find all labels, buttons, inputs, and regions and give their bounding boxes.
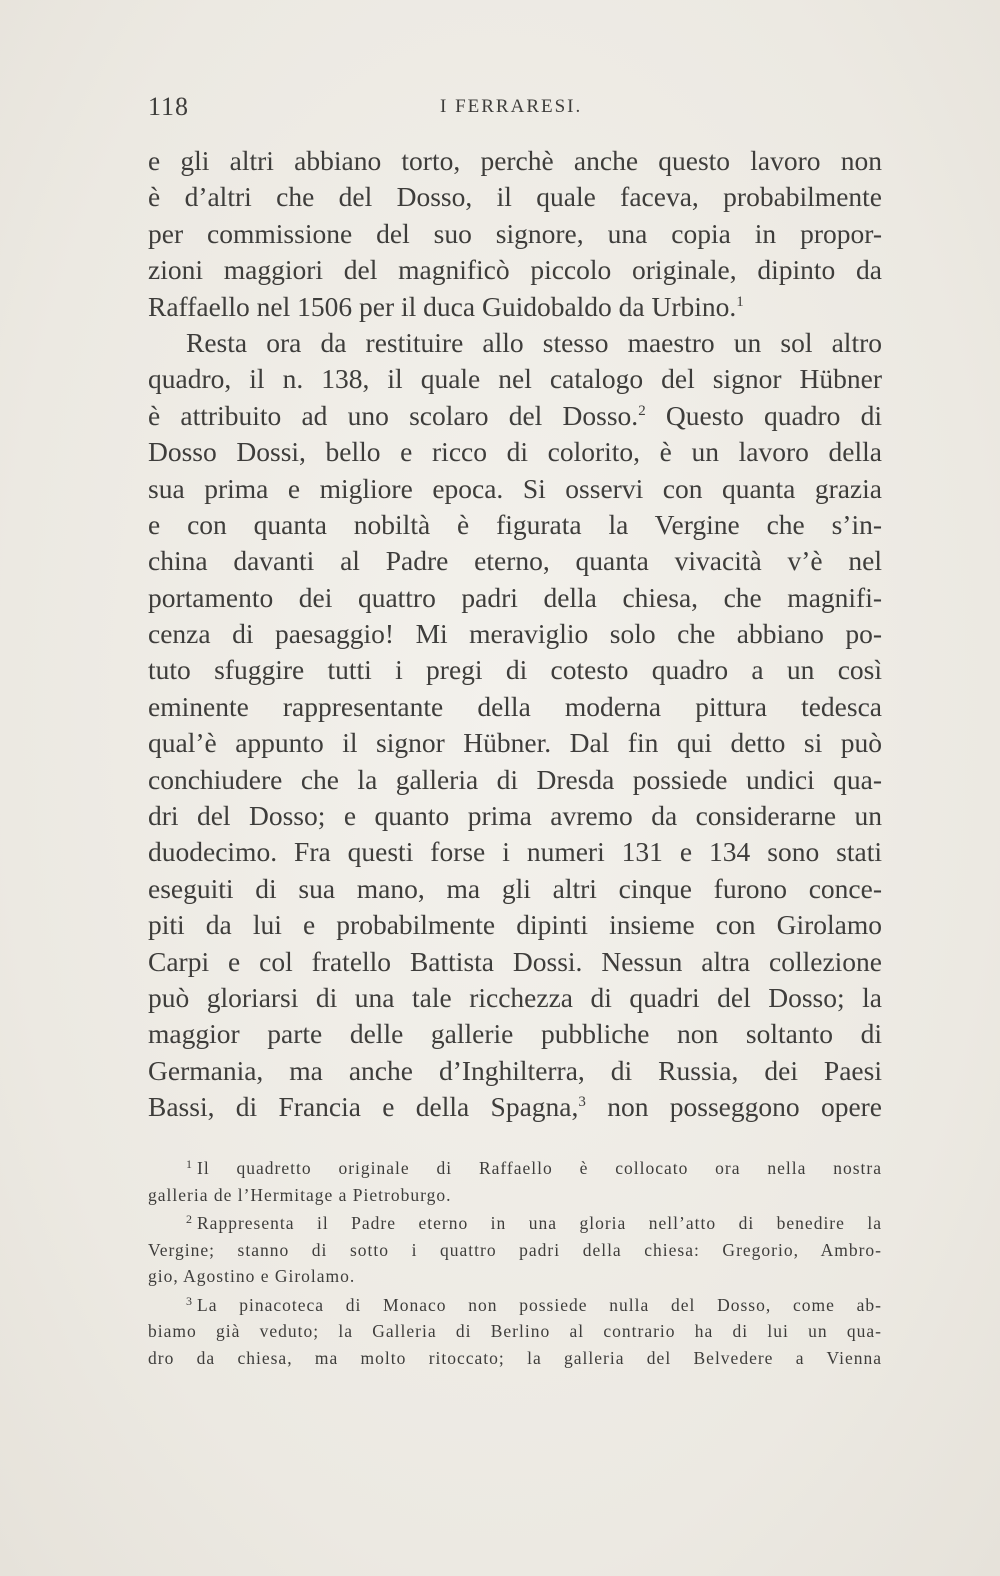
text-line: Germania, ma anche d’Inghilterra, di Russia, dei Paesi	[148, 1054, 882, 1086]
text-line: portamento dei quattro padri della chiesa, che magnifi-	[148, 581, 882, 613]
text-line: Carpi e col fratello Battista Dossi. Nessun altra collezione	[148, 945, 882, 977]
text-line: sua prima e migliore epoca. Si osservi con quanta grazia	[148, 472, 882, 504]
text-line: quadro, il n. 138, il quale nel catalogo del signor Hübner	[148, 363, 882, 395]
footnote-ref: 1	[736, 293, 744, 310]
text-segment: Questo quadro di	[665, 399, 883, 431]
footnote-ref: 2	[638, 402, 646, 419]
text-line: china davanti al Padre eterno, quanta vivacità v’è nel	[148, 545, 882, 577]
text-line: per commissione del suo signore, una copia in propor-	[148, 217, 882, 249]
footnote-text: Il quadretto originale di Raffaello è collocato ora nella nostra	[197, 1158, 882, 1178]
text-segment: non posseggono opere	[607, 1091, 883, 1123]
footnote-line: biamo già veduto; la Galleria di Berlino al contrario ha di lui un qua-	[148, 1321, 882, 1341]
footnote-line	[148, 1292, 882, 1319]
footnote-line: Vergine; stanno di sotto i quattro padri della chiesa: Gregorio, Ambro-	[148, 1239, 882, 1260]
text-segment: Bassi, di Francia e della Spagna,	[148, 1091, 579, 1123]
footnote-mark: 3	[186, 1293, 193, 1308]
text-line	[148, 1089, 882, 1125]
footnote-text: Rappresenta il Padre eterno in una gloria nell’atto di benedire la	[197, 1213, 882, 1233]
text-line: è d’altri che del Dosso, il quale faceva, probabilmente	[148, 181, 882, 213]
text-line: zioni maggiori del magnificò piccolo originale, dipinto da	[148, 254, 882, 286]
text-line: duodecimo. Fra questi forse i numeri 131 e 134 sono stati	[148, 836, 882, 868]
text-line: conchiudere che la galleria di Dresda possiede undici qua-	[148, 763, 882, 795]
text-line: maggior parte delle gallerie pubbliche non soltanto di	[148, 1018, 882, 1050]
text-line: e con quanta nobiltà è figurata la Vergine che s’in-	[148, 508, 882, 540]
footnote-line: gio, Agostino e Girolamo.	[148, 1266, 356, 1286]
text-segment: Raffaello nel 1506 per il duca Guidobaldo da Urbino.	[148, 290, 737, 322]
text-line: dri del Dosso; e quanto prima avremo da considerarne un	[148, 800, 882, 832]
footnote-line: dro da chiesa, ma molto ritoccato; la galleria del Belvedere a Vienna	[148, 1347, 882, 1368]
text-line: Dosso Dossi, bello e ricco di colorito, è un lavoro della	[148, 436, 882, 468]
running-head	[148, 92, 882, 122]
footnote-mark: 1	[186, 1157, 193, 1171]
text-line: qual’è appunto il signor Hübner. Dal fin qui detto si può	[148, 727, 882, 759]
footnote-line	[148, 1155, 882, 1182]
text-line: eminente rappresentante della moderna pittura tedesca	[148, 690, 882, 722]
body-text	[148, 143, 882, 1126]
text-line: eseguiti di sua mano, ma gli altri cinque furono conce-	[148, 872, 882, 904]
text-line: e gli altri abbiano torto, perchè anche questo lavoro non	[148, 145, 882, 176]
text-segment: è attribuito ad uno scolaro del Dosso.	[148, 399, 639, 431]
text-line: Resta ora da restituire allo stesso maestro un sol altro	[186, 326, 882, 358]
footnote-line	[148, 1210, 882, 1237]
text-line: tuto sfuggire tutti i pregi di cotesto quadro a un così	[148, 654, 882, 686]
text-line	[148, 398, 882, 434]
footnote-text: La pinacoteca di Monaco non possiede nulla del Dosso, come ab-	[197, 1294, 882, 1315]
text-line: piti da lui e probabilmente dipinti insieme con Girolamo	[148, 909, 882, 941]
page-number: 118	[148, 92, 190, 121]
footnote-ref: 3	[578, 1094, 586, 1111]
running-title: I FERRARESI.	[440, 96, 583, 117]
footnote-line: galleria de l’Hermitage a Pietroburgo.	[148, 1184, 452, 1205]
text-line: cenza di paesaggio! Mi meraviglio solo che abbiano po-	[148, 618, 882, 650]
footnote-mark: 2	[186, 1212, 193, 1226]
footnotes	[148, 1155, 882, 1371]
text-line	[148, 289, 882, 325]
text-line: può gloriarsi di una tale ricchezza di quadri del Dosso; la	[148, 981, 882, 1013]
